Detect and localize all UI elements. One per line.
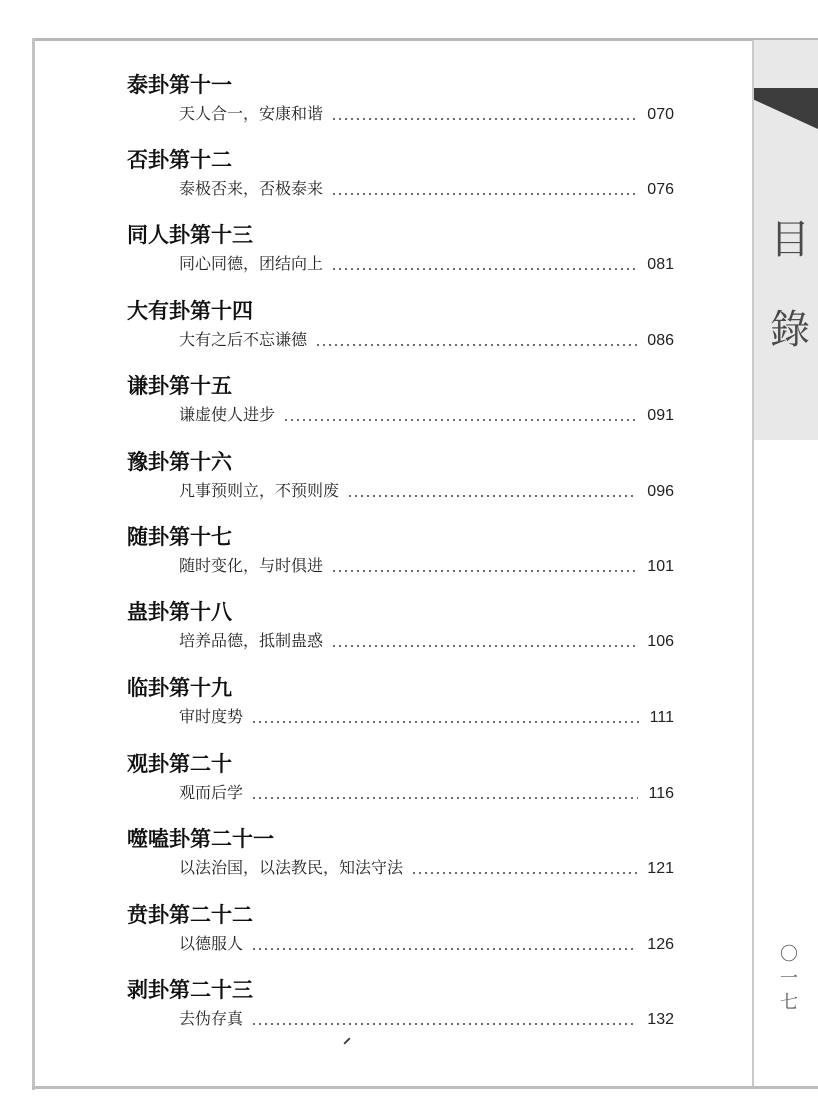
dot-leader [251, 948, 637, 950]
toc-entry[interactable] [0, 976, 760, 1052]
toc-subline [179, 553, 674, 577]
dot-leader [411, 872, 637, 874]
toc-subline [179, 628, 674, 652]
page-number: 101 [647, 558, 674, 575]
dot-leader [251, 1023, 637, 1025]
section-title: 随时变化，与时俱进 [179, 558, 324, 575]
chapter-title: 贲卦第二十二 [127, 902, 253, 927]
chapter-title: 泰卦第十一 [127, 72, 232, 97]
section-title: 同心同德，团结向上 [179, 256, 324, 273]
toc-subline [179, 855, 674, 879]
page-number: 126 [647, 936, 674, 953]
toc-entry[interactable] [0, 297, 760, 373]
page-digit: 七 [780, 992, 798, 1013]
dot-leader [251, 797, 638, 799]
section-title: 观而后学 [179, 785, 244, 802]
section-title: 以德服人 [179, 936, 244, 953]
toc-subline [179, 402, 674, 426]
chapter-title: 临卦第十九 [127, 675, 232, 700]
toc-entry[interactable] [0, 448, 760, 524]
dot-leader [331, 570, 637, 572]
chapter-title: 大有卦第十四 [127, 298, 253, 323]
contents-heading-char-2: 錄 [770, 307, 810, 353]
dot-leader [347, 495, 637, 497]
page-number: 116 [648, 785, 674, 802]
toc-entry[interactable] [0, 825, 760, 901]
chapter-title: 蛊卦第十八 [127, 599, 232, 624]
toc-entry[interactable] [0, 598, 760, 674]
toc-entry[interactable] [0, 750, 760, 826]
toc-subline [179, 251, 674, 275]
page-number: 070 [647, 106, 674, 123]
toc-entry[interactable] [0, 221, 760, 297]
toc-subline [179, 327, 674, 351]
dot-leader [331, 268, 637, 270]
chapter-title: 否卦第十二 [127, 147, 232, 172]
section-title: 培养品德，抵制蛊惑 [179, 633, 324, 650]
section-title: 去伪存真 [179, 1011, 244, 1028]
dot-leader [283, 419, 637, 421]
toc-entry[interactable] [0, 523, 760, 599]
page-number: 076 [647, 181, 674, 198]
chapter-title: 随卦第十七 [127, 524, 232, 549]
side-title-panel [752, 40, 818, 1086]
chapter-title: 剥卦第二十三 [127, 977, 253, 1002]
dot-leader [315, 344, 637, 346]
toc-entry[interactable] [0, 71, 760, 147]
section-title: 天人合一，安康和谐 [179, 106, 324, 123]
dot-leader [251, 721, 640, 723]
toc-subline [179, 931, 674, 955]
chapter-title: 谦卦第十五 [127, 373, 232, 398]
chapter-title: 同人卦第十三 [127, 222, 253, 247]
section-title: 谦虚使人进步 [179, 407, 276, 424]
page-number: 111 [649, 709, 674, 726]
toc-subline [179, 1006, 674, 1030]
chapter-title: 噬嗑卦第二十一 [127, 826, 274, 851]
section-title: 审时度势 [179, 709, 244, 726]
contents-heading-char-1: 目 [770, 217, 810, 263]
page-number: 086 [647, 332, 674, 349]
side-page-number [776, 943, 802, 1015]
dot-leader [331, 645, 637, 647]
page-number: 091 [647, 407, 674, 424]
section-title: 凡事预则立，不预则废 [179, 483, 340, 500]
section-title: 泰极否来，否极泰来 [179, 181, 324, 198]
section-title: 以法治国，以法教民，知法守法 [179, 860, 404, 877]
chapter-title: 豫卦第十六 [127, 449, 232, 474]
page-number: 132 [647, 1011, 674, 1028]
page-number: 081 [647, 256, 674, 273]
toc-subline [179, 101, 674, 125]
chapter-title: 观卦第二十 [127, 751, 232, 776]
dot-leader [331, 118, 637, 120]
toc-entry[interactable] [0, 372, 760, 448]
toc-subline [179, 704, 674, 728]
toc-subline [179, 780, 674, 804]
toc-entry[interactable] [0, 674, 760, 750]
page-number: 106 [647, 633, 674, 650]
section-title: 大有之后不忘谦德 [179, 332, 308, 349]
toc-subline [179, 176, 674, 200]
page-digit: 〇 [780, 944, 798, 965]
toc-entry[interactable] [0, 901, 760, 977]
toc-subline [179, 478, 674, 502]
page-number: 121 [647, 860, 674, 877]
toc-entry[interactable] [0, 146, 760, 222]
page-number: 096 [647, 483, 674, 500]
page-digit: 一 [780, 968, 798, 989]
dot-leader [331, 193, 637, 195]
